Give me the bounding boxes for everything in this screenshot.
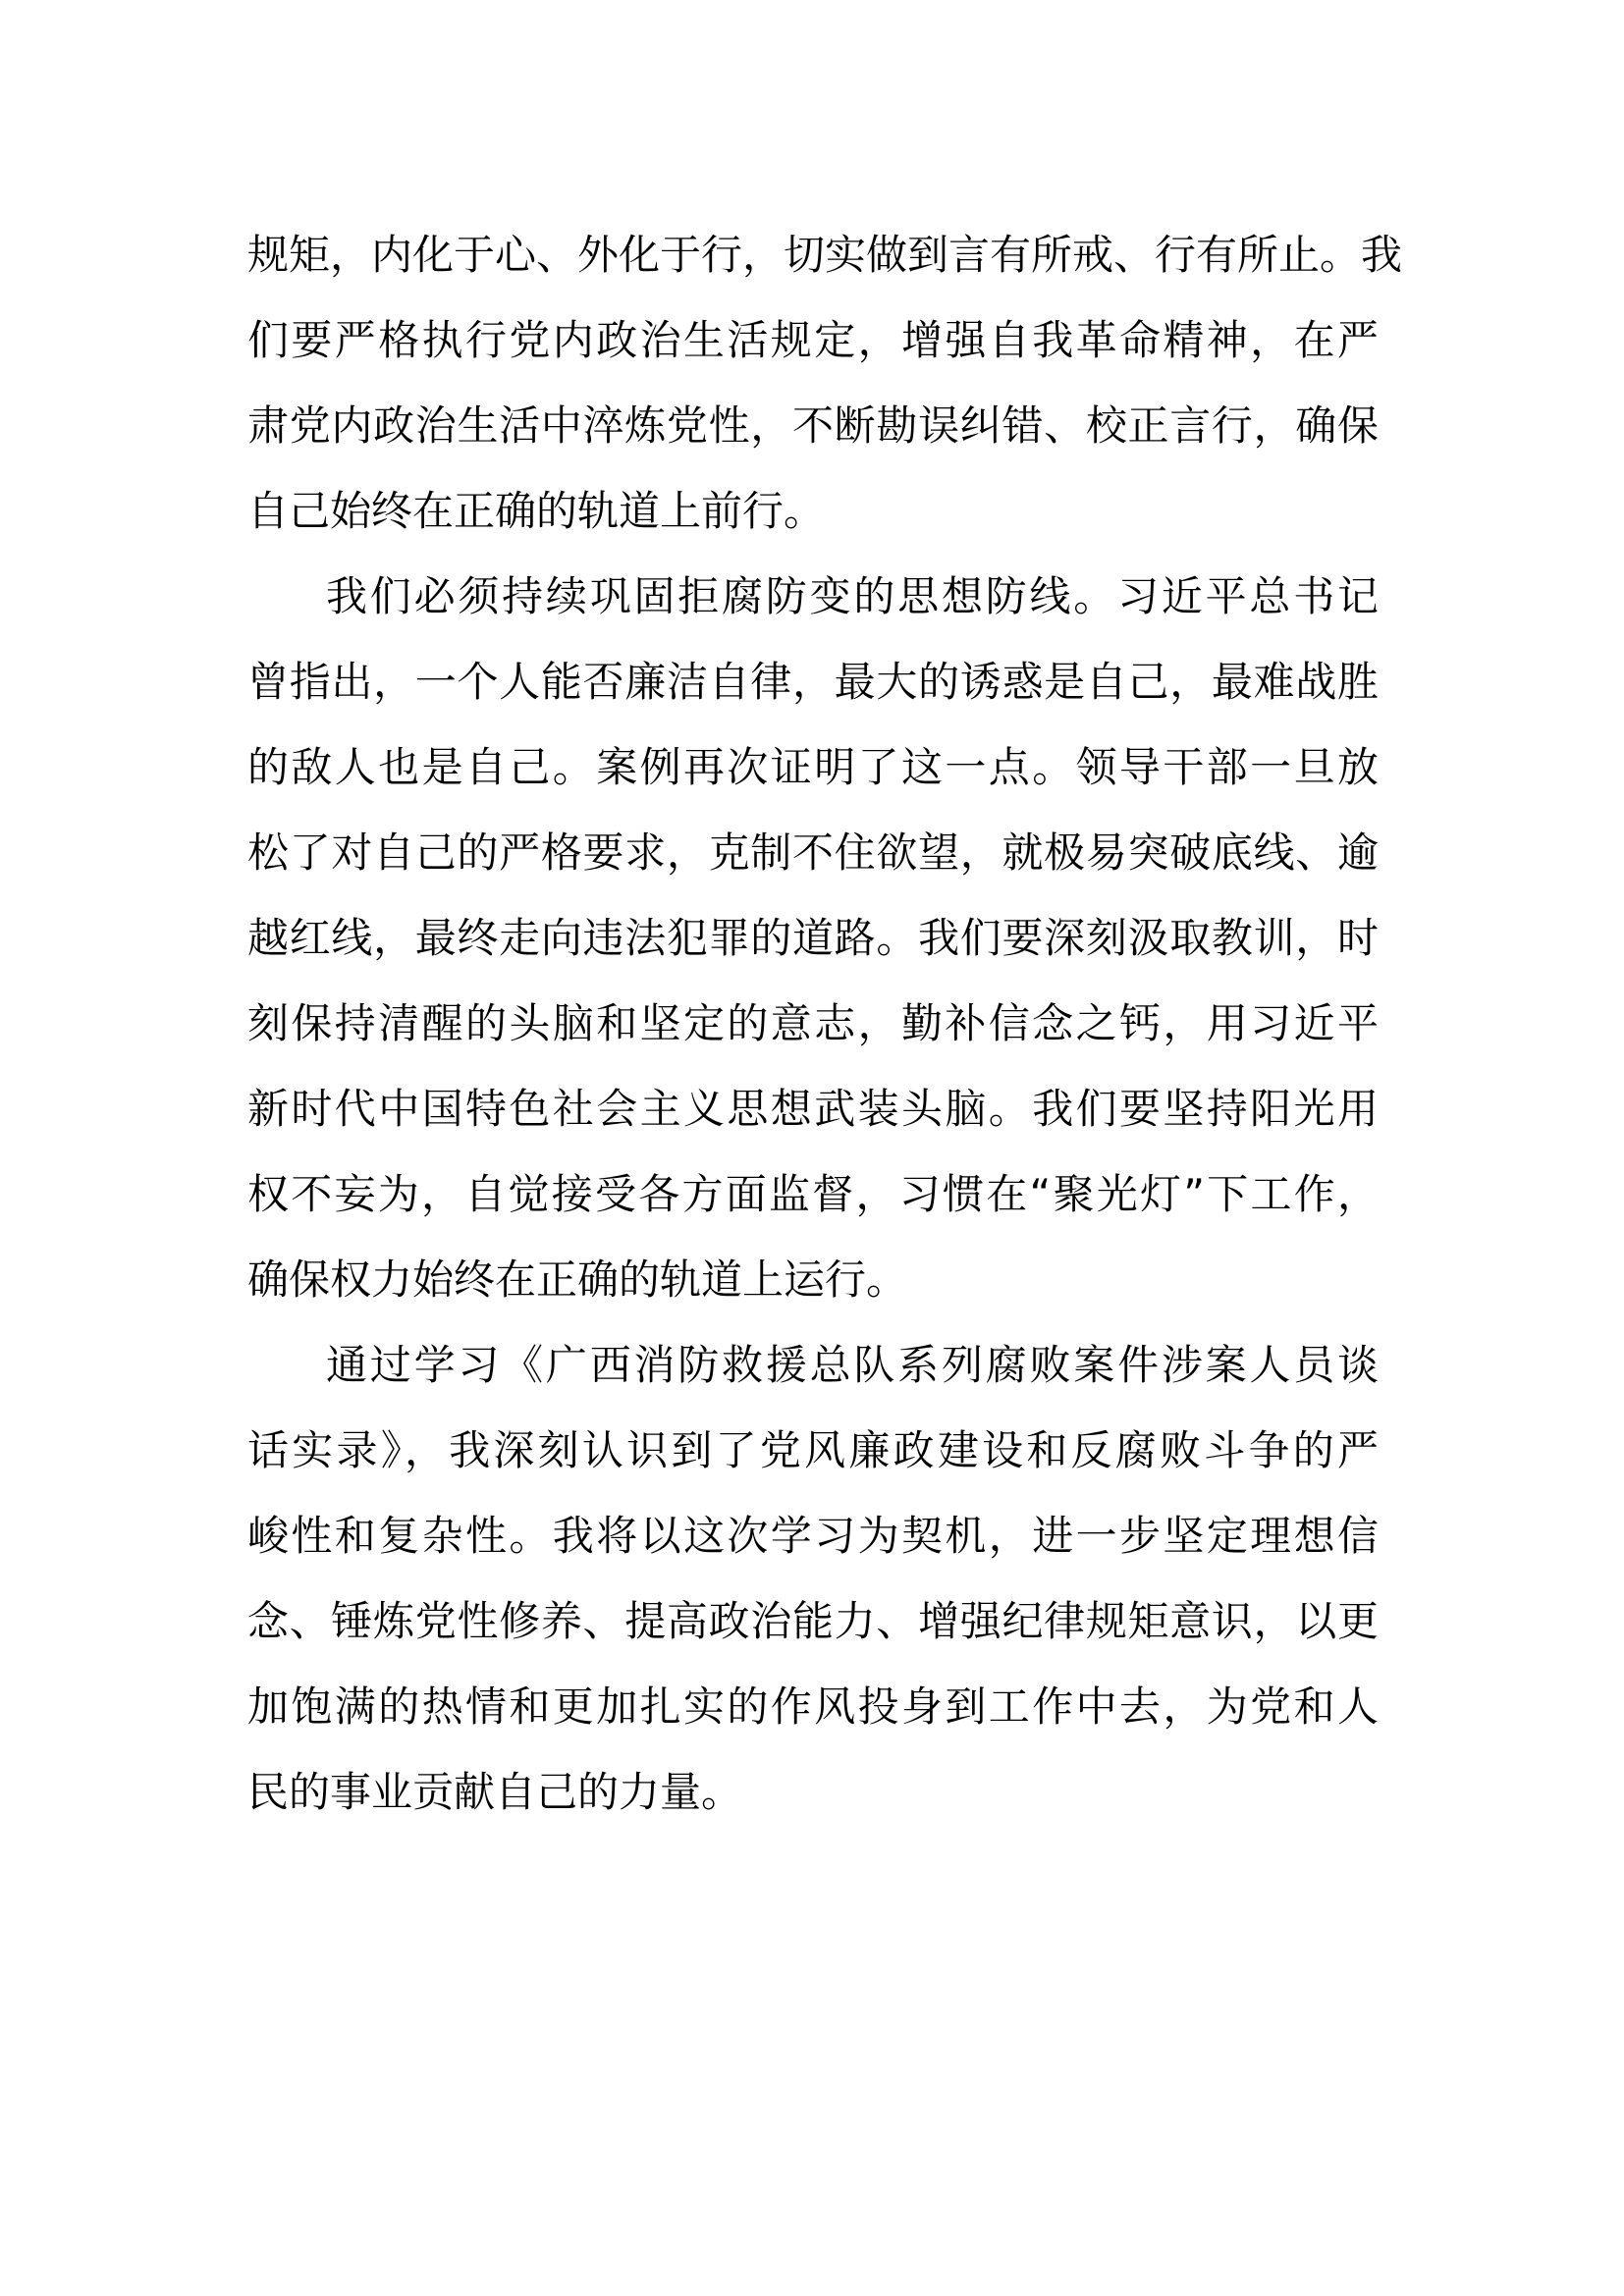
text-line: 念、锤炼党性修养、提高政治能力、增强纪律规矩意识，以更 <box>247 1597 1379 1645</box>
text-line: 确保权力始终在正确的轨道上运行。 <box>247 1255 908 1304</box>
text-line: 自己始终在正确的轨道上前行。 <box>247 487 826 535</box>
text-line: 肃党内政治生活中淬炼党性，不断勘误纠错、校正言行，确保 <box>247 401 1379 450</box>
text-line: 越红线，最终走向违法犯罪的道路。我们要深刻汲取教训，时 <box>247 914 1379 962</box>
text-line: 的敌人也是自己。案例再次证明了这一点。领导干部一旦放 <box>247 743 1379 791</box>
text-line: 权不妄为，自觉接受各方面监督，习惯在“聚光灯”下工作， <box>247 1170 1379 1218</box>
text-line: 我们必须持续巩固拒腐防变的思想防线。习近平总书记 <box>326 572 1379 620</box>
text-line: 们要严格执行党内政治生活规定，增强自我革命精神，在严 <box>247 316 1379 364</box>
text-line: 话实录》，我深刻认识到了党风廉政建设和反腐败斗争的严 <box>247 1426 1379 1474</box>
text-line: 通过学习《广西消防救援总队系列腐败案件涉案人员谈 <box>326 1341 1379 1389</box>
text-line: 规矩，内化于心、外化于行，切实做到言有所戒、行有所止。我 <box>247 231 1403 279</box>
text-line: 加饱满的热情和更加扎实的作风投身到工作中去，为党和人 <box>247 1682 1379 1731</box>
body-text <box>247 212 1403 1835</box>
text-line: 松了对自己的严格要求，克制不住欲望，就极易突破底线、逾 <box>247 828 1379 877</box>
paragraph-2 <box>247 554 1379 1322</box>
paragraph-1 <box>247 212 1403 554</box>
paragraph-3 <box>247 1322 1379 1835</box>
text-line: 峻性和复杂性。我将以这次学习为契机，进一步坚定理想信 <box>247 1512 1379 1560</box>
text-line: 曾指出，一个人能否廉洁自律，最大的诱惑是自己，最难战胜 <box>247 658 1379 706</box>
text-line: 民的事业贡献自己的力量。 <box>247 1768 743 1816</box>
text-line: 刻保持清醒的头脑和坚定的意志，勤补信念之钙，用习近平 <box>247 999 1379 1047</box>
text-line: 新时代中国特色社会主义思想武装头脑。我们要坚持阳光用 <box>247 1085 1379 1133</box>
